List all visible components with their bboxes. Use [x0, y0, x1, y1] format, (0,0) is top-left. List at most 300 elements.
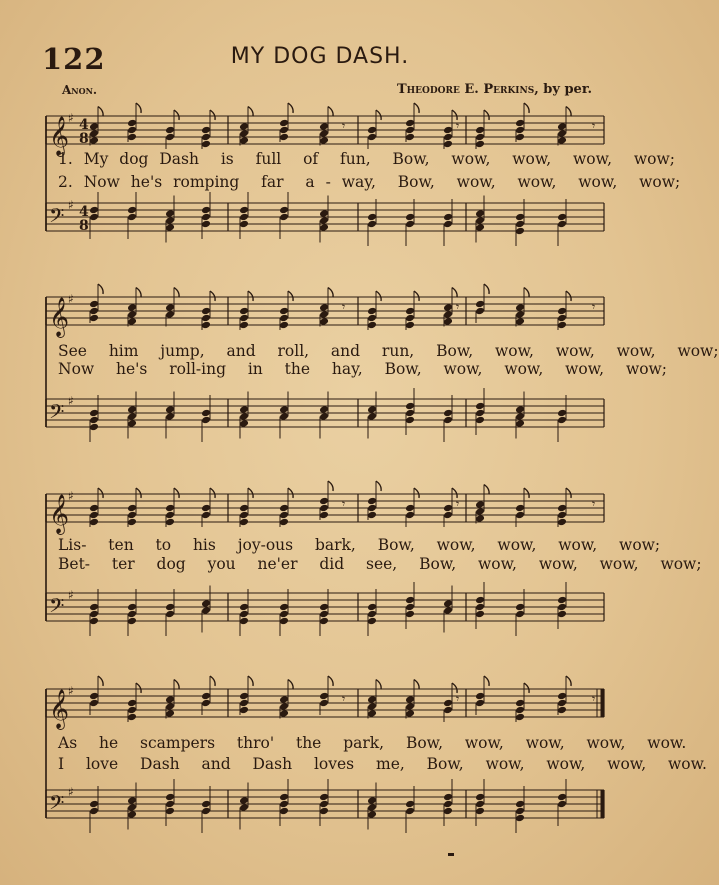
note-head	[443, 504, 453, 513]
note-head	[165, 709, 175, 718]
note-head	[475, 514, 485, 523]
note-head	[127, 213, 137, 222]
note-head	[165, 807, 175, 816]
note-head	[165, 303, 175, 312]
note-head	[127, 303, 137, 312]
note-head	[89, 518, 99, 527]
note-head	[405, 610, 415, 619]
rest-icon: 𝄾	[456, 692, 460, 706]
note-head	[405, 702, 415, 711]
note-head	[367, 314, 377, 323]
note-head	[239, 129, 249, 138]
page-number: 122	[42, 42, 106, 76]
note-head	[405, 402, 415, 411]
note-head	[405, 220, 415, 229]
note-head	[475, 610, 485, 619]
note-head	[475, 126, 485, 135]
note-head	[367, 213, 377, 222]
note-head	[475, 416, 485, 425]
note-head	[201, 599, 211, 608]
note-head	[279, 702, 289, 711]
note-head	[443, 416, 453, 425]
note-head	[367, 126, 377, 135]
note-head	[405, 807, 415, 816]
note-head	[239, 419, 249, 428]
note-head	[279, 793, 289, 802]
note-head	[319, 511, 329, 520]
note-head	[515, 310, 525, 319]
note-head	[89, 136, 99, 145]
note-head	[201, 213, 211, 222]
sharp-icon: ♯	[68, 198, 74, 212]
sharp-icon: ♯	[68, 111, 74, 125]
note-head	[239, 314, 249, 323]
note-head	[557, 136, 567, 145]
note-head	[557, 129, 567, 138]
sharp-icon: ♯	[68, 785, 74, 799]
note-head	[515, 412, 525, 421]
note-head	[475, 507, 485, 516]
rest-icon: 𝄾	[592, 692, 596, 706]
note-head	[319, 412, 329, 421]
note-head	[89, 416, 99, 425]
note-head	[89, 800, 99, 809]
note-head	[239, 321, 249, 330]
note-head	[279, 807, 289, 816]
note-head	[239, 803, 249, 812]
note-head	[475, 807, 485, 816]
note-head	[201, 307, 211, 316]
sharp-icon: ♯	[68, 489, 74, 503]
note-head	[127, 317, 137, 326]
note-head	[239, 307, 249, 316]
note-head	[201, 416, 211, 425]
note-head	[557, 409, 567, 418]
note-head	[515, 133, 525, 142]
note-head	[319, 223, 329, 232]
note-head	[515, 610, 525, 619]
note-head	[405, 709, 415, 718]
composer-credit	[397, 82, 592, 97]
note-head	[165, 310, 175, 319]
note-head	[165, 518, 175, 527]
note-head	[515, 227, 525, 236]
note-head	[557, 416, 567, 425]
note-head	[319, 209, 329, 218]
note-head	[515, 220, 525, 229]
note-head	[127, 511, 137, 520]
note-head	[239, 617, 249, 626]
note-head	[443, 599, 453, 608]
note-head	[127, 810, 137, 819]
note-head	[367, 810, 377, 819]
note-head	[557, 511, 567, 520]
note-head	[515, 603, 525, 612]
note-head	[319, 216, 329, 225]
note-head	[279, 307, 289, 316]
note-head	[367, 803, 377, 812]
note-head	[475, 209, 485, 218]
note-head	[405, 695, 415, 704]
note-head	[239, 136, 249, 145]
note-head	[127, 119, 137, 128]
note-head	[557, 314, 567, 323]
note-head	[239, 692, 249, 701]
note-head	[367, 796, 377, 805]
note-head	[405, 314, 415, 323]
note-head	[515, 119, 525, 128]
note-head	[89, 423, 99, 432]
note-head	[367, 307, 377, 316]
note-head	[165, 793, 175, 802]
note-head	[89, 307, 99, 316]
note-head	[201, 606, 211, 615]
note-head	[127, 419, 137, 428]
note-head	[127, 706, 137, 715]
note-head	[127, 206, 137, 215]
note-head	[405, 416, 415, 425]
bass-clef-icon: 𝄢	[49, 791, 65, 819]
note-head	[443, 793, 453, 802]
note-head	[239, 220, 249, 229]
note-head	[319, 136, 329, 145]
note-head	[405, 409, 415, 418]
note-head	[127, 617, 137, 626]
note-head	[201, 126, 211, 135]
note-head	[89, 314, 99, 323]
bass-clef-icon: 𝄢	[49, 594, 65, 622]
note-head	[279, 412, 289, 421]
note-head	[319, 692, 329, 701]
note-head	[319, 129, 329, 138]
note-head	[475, 500, 485, 509]
note-head	[515, 807, 525, 816]
note-head	[443, 800, 453, 809]
rest-icon: 𝄾	[592, 497, 596, 511]
page-mark	[448, 853, 454, 856]
note-head	[367, 610, 377, 619]
note-head	[443, 126, 453, 135]
note-head	[201, 409, 211, 418]
note-head	[89, 300, 99, 309]
note-head	[89, 206, 99, 215]
sharp-icon: ♯	[68, 684, 74, 698]
note-head	[443, 317, 453, 326]
note-head	[279, 206, 289, 215]
note-head	[475, 603, 485, 612]
note-head	[405, 133, 415, 142]
bass-clef-icon: 𝄢	[49, 400, 65, 428]
note-head	[279, 511, 289, 520]
note-head	[127, 518, 137, 527]
note-head	[279, 800, 289, 809]
note-head	[89, 409, 99, 418]
note-head	[443, 699, 453, 708]
note-head	[557, 699, 567, 708]
note-head	[239, 518, 249, 527]
note-head	[515, 126, 525, 135]
note-head	[367, 709, 377, 718]
hymn-title: MY DOG DASH.	[230, 44, 410, 69]
note-head	[165, 603, 175, 612]
note-head	[319, 800, 329, 809]
treble-clef-icon: 𝄞	[49, 297, 70, 337]
note-head	[239, 796, 249, 805]
note-head	[367, 220, 377, 229]
note-head	[319, 617, 329, 626]
note-head	[475, 300, 485, 309]
note-head	[557, 610, 567, 619]
note-head	[165, 412, 175, 421]
note-head	[201, 220, 211, 229]
note-head	[475, 133, 485, 142]
note-head	[279, 695, 289, 704]
rest-icon: 𝄾	[456, 119, 460, 133]
note-head	[443, 310, 453, 319]
note-head	[319, 603, 329, 612]
note-head	[89, 699, 99, 708]
note-head	[239, 213, 249, 222]
rest-icon: 𝄾	[592, 119, 596, 133]
note-head	[239, 511, 249, 520]
note-head	[239, 504, 249, 513]
note-head	[319, 807, 329, 816]
note-head	[475, 140, 485, 149]
rest-icon: 𝄾	[342, 692, 346, 706]
note-head	[279, 119, 289, 128]
note-head	[127, 803, 137, 812]
note-head	[367, 504, 377, 513]
note-head	[239, 122, 249, 131]
note-head	[127, 133, 137, 142]
note-head	[475, 793, 485, 802]
note-head	[475, 307, 485, 316]
composer-name: Theodore E. Perkins	[397, 82, 535, 97]
note-head	[319, 699, 329, 708]
note-head	[443, 409, 453, 418]
note-head	[515, 800, 525, 809]
sharp-icon: ♯	[68, 394, 74, 408]
note-head	[367, 617, 377, 626]
note-head	[279, 603, 289, 612]
note-head	[515, 303, 525, 312]
note-head	[127, 610, 137, 619]
note-head	[405, 511, 415, 520]
note-head	[279, 321, 289, 330]
note-head	[475, 699, 485, 708]
note-head	[319, 793, 329, 802]
note-head	[201, 133, 211, 142]
note-head	[165, 504, 175, 513]
note-head	[165, 610, 175, 619]
note-head	[515, 699, 525, 708]
time-signature-bottom: 8	[79, 218, 89, 234]
note-head	[89, 610, 99, 619]
note-head	[443, 511, 453, 520]
note-head	[475, 692, 485, 701]
note-head	[89, 504, 99, 513]
note-head	[557, 220, 567, 229]
note-head	[201, 314, 211, 323]
note-head	[515, 213, 525, 222]
note-head	[515, 419, 525, 428]
note-head	[239, 699, 249, 708]
composer-permission: , by per.	[534, 82, 592, 97]
note-head	[127, 412, 137, 421]
time-signature-top: 4	[79, 117, 89, 133]
note-head	[279, 133, 289, 142]
note-head	[239, 603, 249, 612]
note-head	[201, 504, 211, 513]
note-head	[89, 511, 99, 520]
note-head	[239, 405, 249, 414]
note-head	[165, 695, 175, 704]
note-head	[201, 511, 211, 520]
note-head	[127, 713, 137, 722]
note-head	[165, 209, 175, 218]
note-head	[557, 321, 567, 330]
note-head	[475, 800, 485, 809]
note-head	[515, 504, 525, 513]
note-head	[127, 126, 137, 135]
note-head	[127, 504, 137, 513]
rest-icon: 𝄾	[456, 497, 460, 511]
note-head	[127, 603, 137, 612]
note-head	[201, 807, 211, 816]
note-head	[319, 504, 329, 513]
rest-icon: 𝄾	[342, 300, 346, 314]
note-head	[405, 504, 415, 513]
note-head	[201, 206, 211, 215]
note-head	[405, 307, 415, 316]
time-signature-bottom: 8	[79, 131, 89, 147]
note-head	[367, 133, 377, 142]
note-head	[239, 610, 249, 619]
note-head	[165, 702, 175, 711]
note-head	[201, 800, 211, 809]
note-head	[405, 126, 415, 135]
bass-clef-icon: 𝄢	[49, 204, 65, 232]
note-head	[475, 596, 485, 605]
note-head	[279, 610, 289, 619]
rest-icon: 𝄾	[456, 300, 460, 314]
note-head	[557, 213, 567, 222]
note-head	[367, 321, 377, 330]
note-head	[515, 706, 525, 715]
note-head	[89, 692, 99, 701]
note-head	[319, 310, 329, 319]
note-head	[443, 303, 453, 312]
note-head	[475, 216, 485, 225]
treble-clef-icon: 𝄞	[49, 116, 70, 156]
note-head	[89, 213, 99, 222]
note-head	[279, 213, 289, 222]
note-head	[127, 310, 137, 319]
sharp-icon: ♯	[68, 292, 74, 306]
note-head	[443, 706, 453, 715]
note-head	[239, 412, 249, 421]
note-head	[367, 511, 377, 520]
note-head	[367, 603, 377, 612]
note-head	[319, 303, 329, 312]
note-head	[515, 814, 525, 823]
note-head	[557, 307, 567, 316]
note-head	[89, 122, 99, 131]
note-head	[127, 405, 137, 414]
rest-icon: 𝄾	[592, 300, 596, 314]
note-head	[279, 518, 289, 527]
note-head	[443, 213, 453, 222]
note-head	[89, 617, 99, 626]
note-head	[279, 709, 289, 718]
note-head	[443, 140, 453, 149]
note-head	[89, 807, 99, 816]
note-head	[443, 133, 453, 142]
note-head	[165, 405, 175, 414]
note-head	[557, 504, 567, 513]
note-head	[165, 223, 175, 232]
note-head	[279, 504, 289, 513]
note-head	[475, 409, 485, 418]
note-head	[319, 610, 329, 619]
note-head	[515, 405, 525, 414]
note-head	[367, 497, 377, 506]
time-signature-top: 4	[79, 204, 89, 220]
note-head	[165, 800, 175, 809]
note-head	[165, 126, 175, 135]
note-head	[515, 713, 525, 722]
note-head	[557, 518, 567, 527]
note-head	[475, 223, 485, 232]
note-head	[557, 692, 567, 701]
note-head	[201, 692, 211, 701]
note-head	[405, 119, 415, 128]
note-head	[367, 412, 377, 421]
note-head	[367, 405, 377, 414]
treble-clef-icon: 𝄞	[49, 494, 70, 534]
note-head	[405, 213, 415, 222]
note-head	[475, 402, 485, 411]
treble-clef-icon: 𝄞	[49, 689, 70, 729]
note-head	[165, 216, 175, 225]
note-head	[405, 800, 415, 809]
note-head	[319, 317, 329, 326]
note-head	[443, 807, 453, 816]
note-head	[367, 702, 377, 711]
note-head	[319, 497, 329, 506]
note-head	[319, 122, 329, 131]
note-head	[127, 796, 137, 805]
note-head	[515, 511, 525, 520]
note-head	[201, 140, 211, 149]
note-head	[405, 321, 415, 330]
note-head	[443, 606, 453, 615]
note-head	[239, 706, 249, 715]
note-head	[279, 126, 289, 135]
rest-icon: 𝄾	[342, 497, 346, 511]
note-head	[279, 405, 289, 414]
note-head	[557, 793, 567, 802]
note-head	[201, 321, 211, 330]
rest-icon: 𝄾	[342, 119, 346, 133]
note-head	[557, 122, 567, 131]
note-head	[89, 129, 99, 138]
note-head	[201, 699, 211, 708]
note-head	[557, 800, 567, 809]
note-head	[405, 596, 415, 605]
sharp-icon: ♯	[68, 588, 74, 602]
note-head	[443, 220, 453, 229]
